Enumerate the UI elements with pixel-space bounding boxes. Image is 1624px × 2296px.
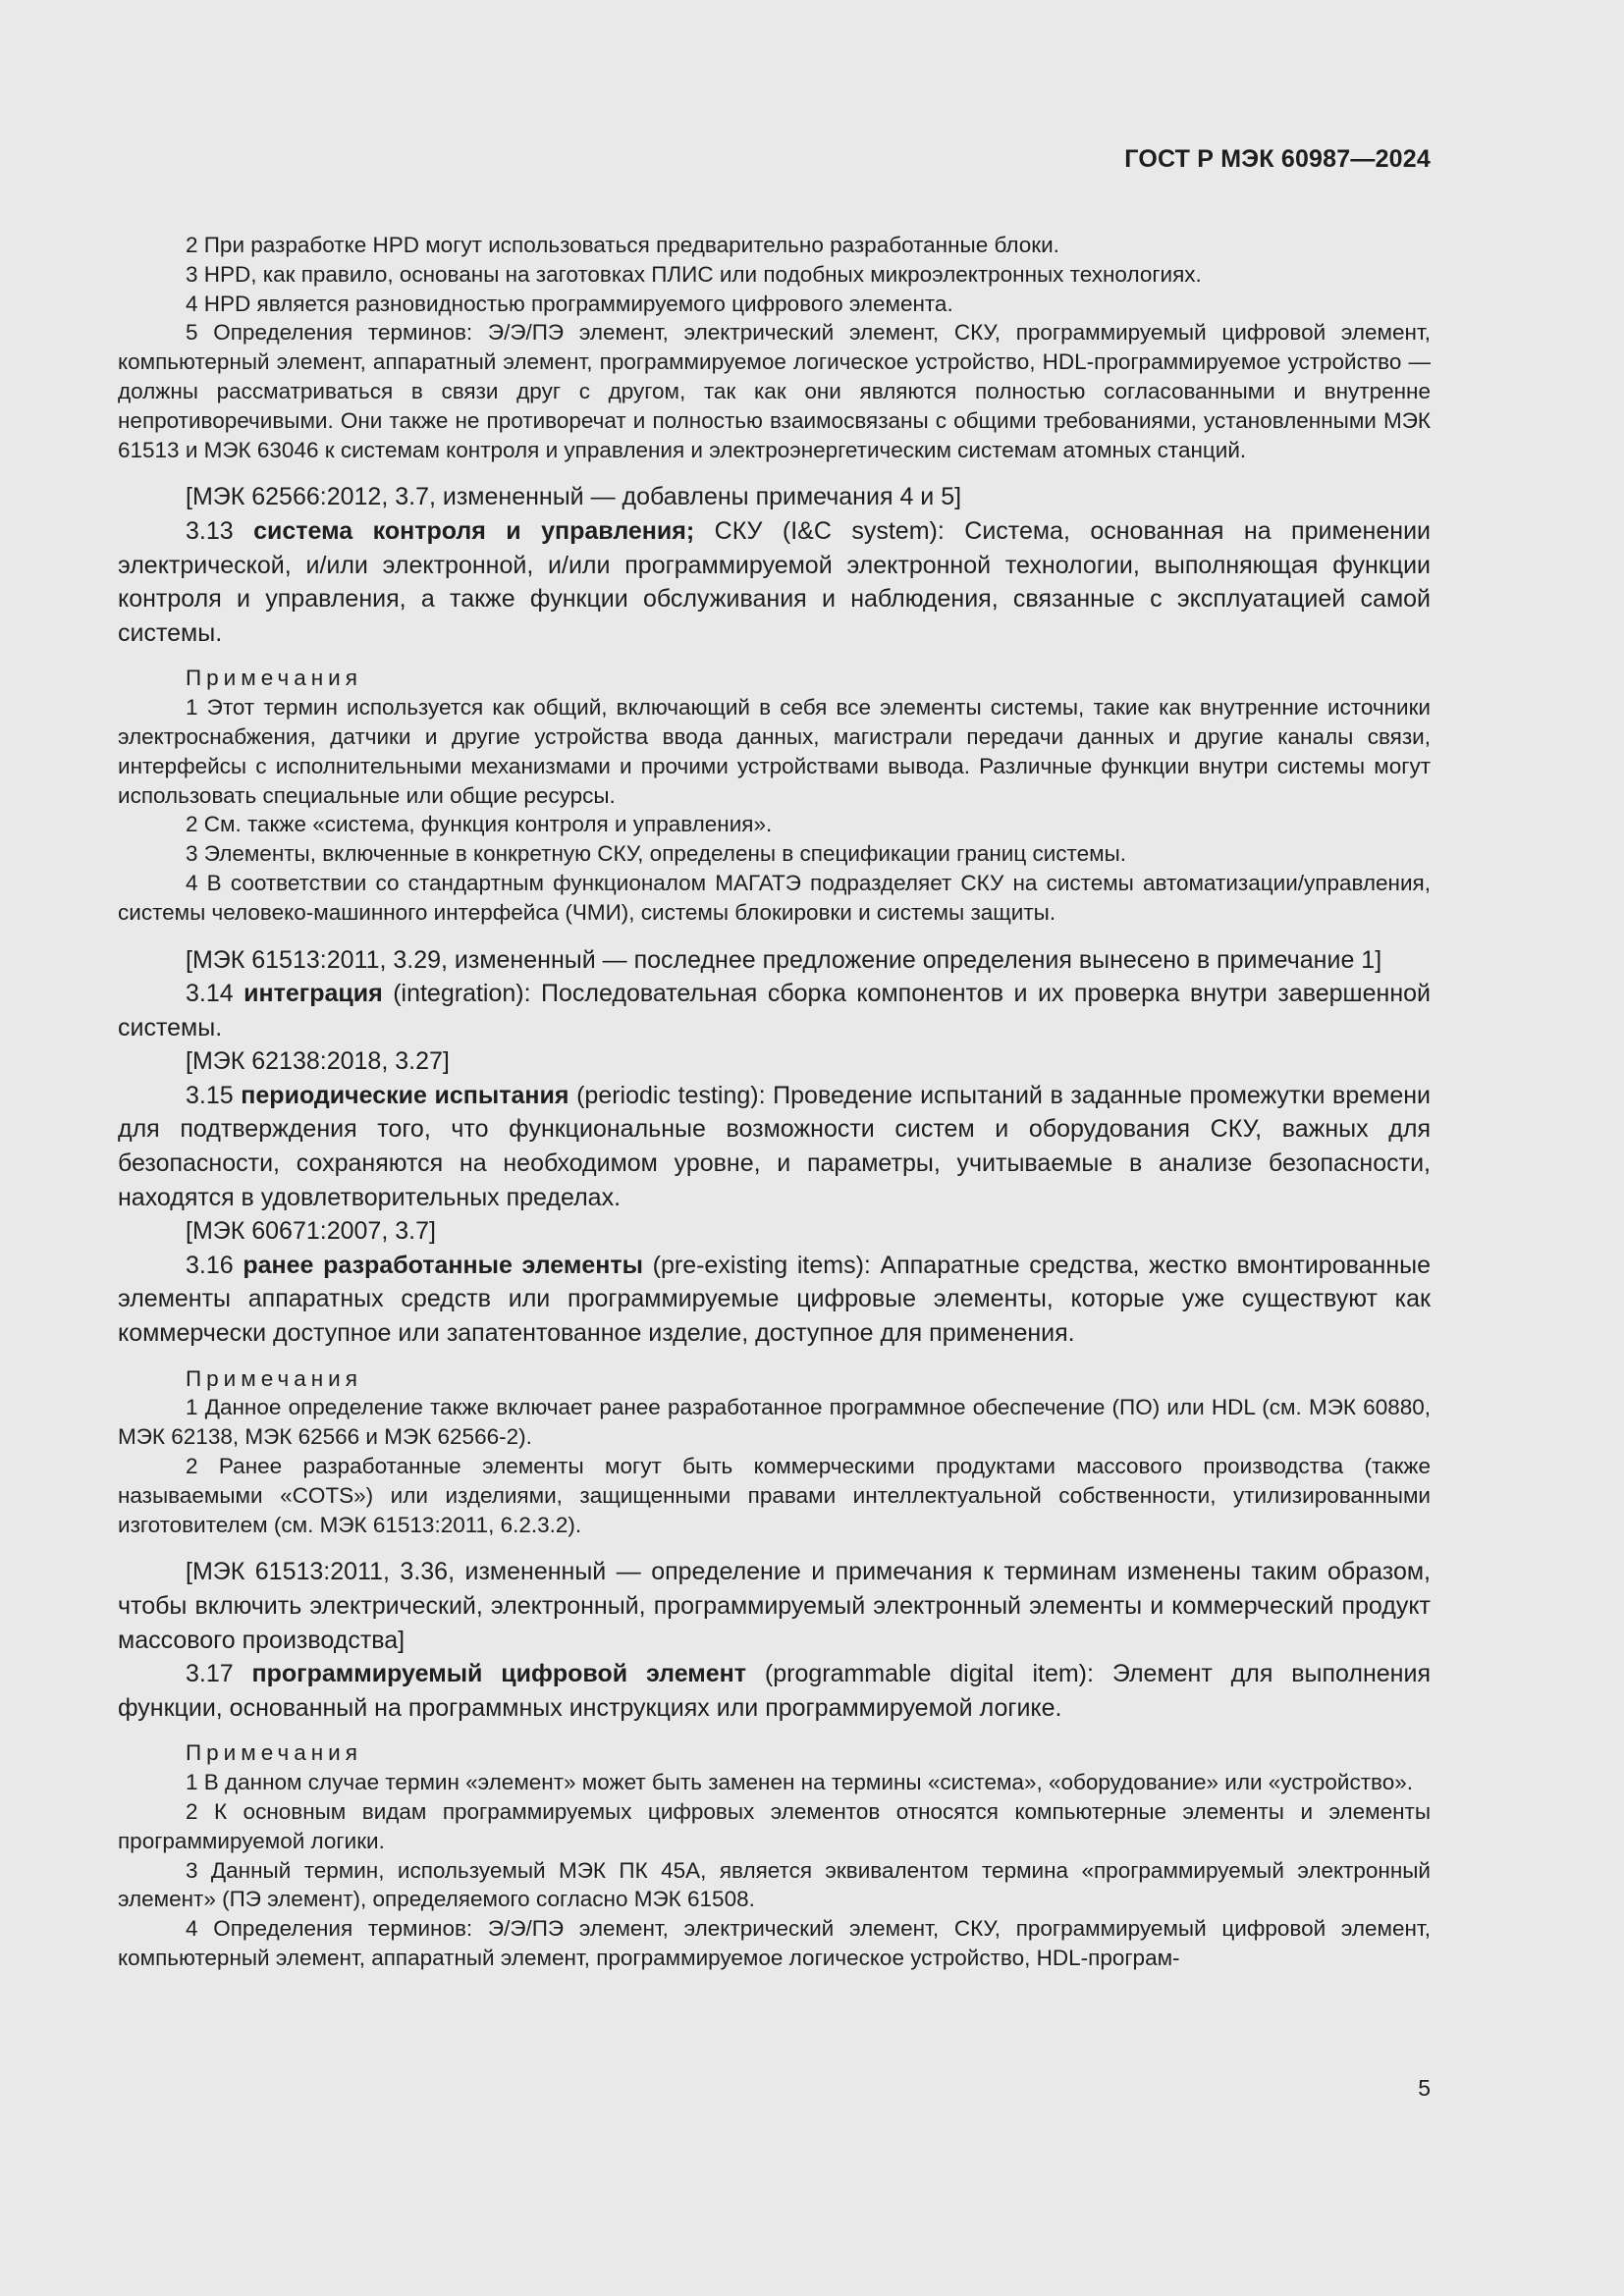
text-run: Примечания — [186, 1740, 362, 1766]
term-name: интеграция — [244, 980, 383, 1008]
text-run: 3.14 — [186, 980, 244, 1008]
text-run: Примечания — [186, 1365, 362, 1391]
text-run: 4 В соответствии со стандартным функционалом МАГАТЭ подразделяет СКУ на системы автоматизации/управления, системы человеко-машинного интерфейса (ЧМИ), системы блокировки и системы защиты. — [118, 870, 1431, 925]
note-paragraph — [118, 1393, 1431, 1452]
notes-caption — [118, 1738, 1431, 1768]
body-paragraph — [118, 943, 1431, 978]
body-paragraph — [118, 480, 1431, 514]
spacer — [118, 1351, 1431, 1364]
term-name: программируемый цифровой элемент — [251, 1660, 747, 1688]
notes-caption — [118, 664, 1431, 693]
spacer — [118, 1725, 1431, 1738]
text-run: 5 Определения терминов: Э/Э/ПЭ элемент, электрический элемент, СКУ, программируемый цифровой элемент, компьютерный элемент, аппаратный элемент, программируемое логическое устройство, HDL-программируемое устройство — должны рассматриваться в связи друг с другом, так как они являются полностью согласованными и внутренне непротиворечивыми. Они также не противоречат и полностью взаимосвязаны с общими требованиями, установленными МЭК 61513 и МЭК 63046 к системам контроля и управления и электроэнергетическим системам атомных станций. — [118, 320, 1431, 462]
text-run: 2 См. также «система, функция контроля и управления». — [186, 812, 773, 837]
notes-caption — [118, 1364, 1431, 1394]
text-run: 2 Ранее разработанные элементы могут быть коммерческими продуктами массового производства (также называемыми «COTS») или изделиями, защищенными правами интеллектуальной собственности, утилизированными изготовителем (см. МЭК 61513:2011, 6.2.3.2). — [118, 1454, 1431, 1537]
text-run: 4 HPD является разновидностью программируемого цифрового элемента. — [186, 291, 953, 316]
text-run: (periodic testing): Проведение испытаний в заданные промежутки времени для подтверждения того, что функциональные возможности систем и оборудования СКУ, важных для безопасности, сохраняются на необходимом уровне, и параметры, учитываемые в анализе безопасности, находятся в удовлетворительных пределах. — [118, 1081, 1431, 1211]
text-run: [МЭК 60671:2007, 3.7] — [186, 1217, 436, 1246]
note-paragraph — [118, 810, 1431, 839]
body-paragraph — [118, 514, 1431, 650]
spacer — [118, 928, 1431, 943]
text-run: 4 Определения терминов: Э/Э/ПЭ элемент, электрический элемент, СКУ, программируемый цифровой элемент, компьютерный элемент, аппаратный элемент, программируемое логическое устройство, HDL-програм- — [118, 1916, 1431, 1970]
page-number: 5 — [1418, 2075, 1431, 2101]
term-name: система контроля и управления; — [253, 516, 695, 545]
body-paragraph — [118, 977, 1431, 1044]
spacer — [118, 1539, 1431, 1555]
spacer — [118, 650, 1431, 664]
note-paragraph — [118, 1856, 1431, 1915]
text-run: 2 При разработке HPD могут использоваться предварительно разработанные блоки. — [186, 233, 1059, 257]
text-run: 1 Этот термин используется как общий, включающий в себя все элементы системы, такие как внутренние источники электроснабжения, датчики и другие устройства ввода данных, магистрали передачи данных и другие каналы связи, интерфейсы с исполнительными механизмами и прочими устройствами вывода. Различные функции внутри системы могут использовать специальные или общие ресурсы. — [118, 695, 1431, 808]
text-run: 2 К основным видам программируемых цифровых элементов относятся компьютерные элементы и элементы программируемой логики. — [118, 1798, 1431, 1853]
note-paragraph — [118, 1452, 1431, 1539]
text-run: 3.16 — [186, 1251, 244, 1279]
text-run: 3 HPD, как правило, основаны на заготовках ПЛИС или подобных микроэлектронных технологиях. — [186, 261, 1202, 287]
body-paragraph — [118, 1249, 1431, 1351]
text-run: (pre-existing items): Аппаратные средства, жестко вмонтированные элементы аппаратных средств или программируемые цифровые элементы, которые уже существуют как коммерчески доступное или запатентованное изделие, доступное для применения. — [118, 1251, 1431, 1348]
text-run: [МЭК 62138:2018, 3.27] — [186, 1047, 450, 1076]
text-run: 3.15 — [186, 1081, 242, 1109]
note-paragraph — [118, 290, 1431, 319]
text-run: (integration): Последовательная сборка компонентов и их проверка внутри завершенной системы. — [118, 980, 1431, 1041]
note-paragraph — [118, 693, 1431, 810]
text-run: 3.13 — [186, 516, 254, 545]
note-paragraph — [118, 231, 1431, 260]
body-paragraph — [118, 1657, 1431, 1725]
text-run: 1 Данное определение также включает ранее разработанное программное обеспечение (ПО) или HDL (см. МЭК 60880, МЭК 62138, МЭК 62566 и МЭК 62566-2). — [118, 1395, 1431, 1450]
body-paragraph — [118, 1555, 1431, 1657]
page-content — [118, 231, 1431, 1973]
text-run: 3 Элементы, включенные в конкретную СКУ, определены в спецификации границ системы. — [186, 841, 1127, 867]
standard-header: ГОСТ Р МЭК 60987—2024 — [1124, 145, 1431, 173]
term-name: ранее разработанные элементы — [243, 1251, 643, 1279]
note-paragraph — [118, 260, 1431, 290]
text-run: Примечания — [186, 666, 362, 691]
body-paragraph — [118, 1079, 1431, 1214]
note-paragraph — [118, 1768, 1431, 1797]
note-paragraph — [118, 1797, 1431, 1856]
text-run: (programmable digital item): Элемент для выполнения функции, основанный на программных инструкциях или программируемой логике. — [118, 1660, 1431, 1722]
body-paragraph — [118, 1214, 1431, 1249]
text-run: [МЭК 61513:2011, 3.36, измененный — определение и примечания к терминам изменены таким образом, чтобы включить электрический, электронный, программируемый электронный элементы и коммерческий продукт массового производства] — [118, 1558, 1431, 1654]
text-run: СКУ (I&C system): Система, основанная на применении электрической, и/или электронной, и/или программируемой электронной технологии, выполняющая функции контроля и управления, а также функции обслуживания и наблюдения, связанные с эксплуатацией самой системы. — [118, 516, 1431, 647]
text-run: [МЭК 61513:2011, 3.29, измененный — последнее предложение определения вынесено в примечание 1] — [186, 945, 1382, 974]
spacer — [118, 464, 1431, 480]
text-run: 1 В данном случае термин «элемент» может быть заменен на термины «система», «оборудование» или «устройство». — [186, 1770, 1413, 1795]
body-paragraph — [118, 1044, 1431, 1079]
text-run: [МЭК 62566:2012, 3.7, измененный — добавлены примечания 4 и 5] — [186, 483, 962, 511]
note-paragraph — [118, 1914, 1431, 1973]
note-paragraph — [118, 839, 1431, 869]
term-name: периодические испытания — [241, 1081, 569, 1109]
text-run: 3 Данный термин, используемый МЭК ПК 45А, является эквивалентом термина «программируемый электронный элемент» (ПЭ элемент), определяемого согласно МЭК 61508. — [118, 1857, 1431, 1912]
note-paragraph — [118, 869, 1431, 928]
note-paragraph — [118, 318, 1431, 464]
text-run: 3.17 — [186, 1660, 252, 1688]
